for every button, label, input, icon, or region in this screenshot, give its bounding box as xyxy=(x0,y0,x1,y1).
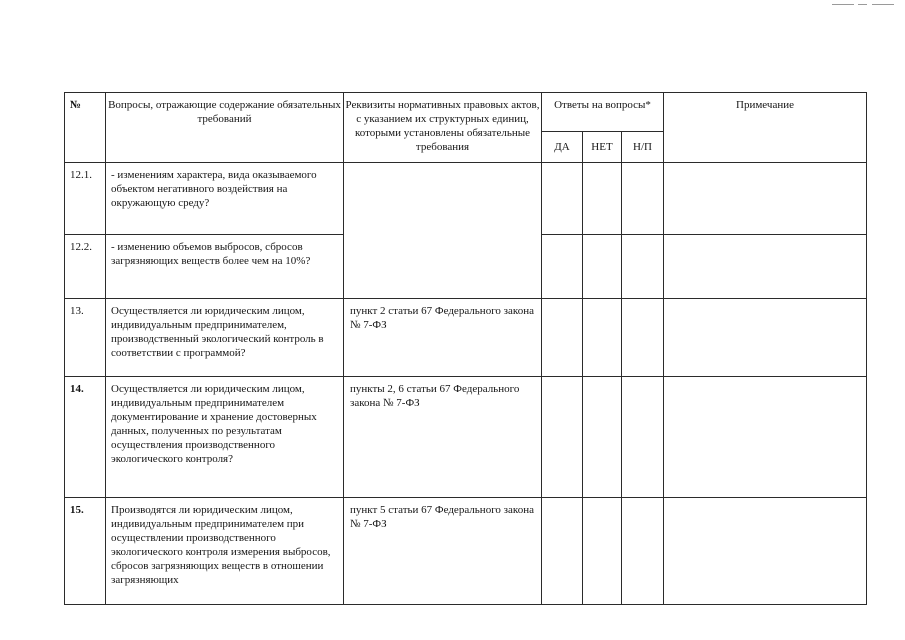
reference-text: пункт 2 статьи 67 Федерального закона № 7-ФЗ xyxy=(344,299,542,377)
number-cell xyxy=(65,163,106,299)
row-number: 14. xyxy=(65,377,106,498)
answer-yes-cell xyxy=(542,299,583,377)
header-number: № xyxy=(65,93,106,163)
answer-no-cell xyxy=(583,377,622,498)
answer-na-cell xyxy=(622,299,664,377)
answer-no-cell xyxy=(583,498,622,605)
reference-text: пункт 5 статьи 67 Федерального закона № 7-ФЗ xyxy=(344,498,542,605)
header-answer-na: Н/П xyxy=(622,132,664,163)
note-cell xyxy=(664,299,867,377)
header-requisites: Реквизиты нормативных правовых актов, с указанием их структурных единиц, которыми установлены обязательные требования xyxy=(344,93,542,163)
question-text: Производятся ли юридическим лицом, индивидуальным предпринимателем при осуществлении производственного экологического контроля измерения выбросов, сбросов загрязняющих веществ в отношении загрязняющих xyxy=(106,498,344,605)
answer-no-cell xyxy=(583,299,622,377)
header-answers: Ответы на вопросы* xyxy=(542,93,664,132)
question-text: - изменениям характера, вида оказываемого объектом негативного воздействия на окружающую среду? xyxy=(111,169,317,209)
row-number: 12.1. xyxy=(70,169,92,181)
reference-text: пункты 2, 6 статьи 67 Федерального закона № 7-ФЗ xyxy=(344,377,542,498)
question-text: Осуществляется ли юридическим лицом, индивидуальным предпринимателем документирование и хранение достоверных данных, полученных по результатам осуществления производственного экологического контроля? xyxy=(106,377,344,498)
row-number: 13. xyxy=(65,299,106,377)
header-answer-yes: ДА xyxy=(542,132,583,163)
answer-na-cell xyxy=(622,163,664,299)
note-cell xyxy=(664,163,867,299)
table-header-row xyxy=(65,93,867,132)
table-row xyxy=(65,163,867,299)
row-number: 12.2. xyxy=(70,241,92,253)
answer-yes-cell xyxy=(542,498,583,605)
answer-na-cell xyxy=(622,498,664,605)
header-answer-no: НЕТ xyxy=(583,132,622,163)
table-row xyxy=(65,498,867,605)
header-note: Примечание xyxy=(664,93,867,163)
table-row xyxy=(65,377,867,498)
corner-scan-mark xyxy=(872,4,894,5)
header-questions: Вопросы, отражающие содержание обязательных требований xyxy=(106,93,344,163)
question-text: Осуществляется ли юридическим лицом, индивидуальным предпринимателем, производственный экологический контроль в соответствии с программой? xyxy=(106,299,344,377)
question-text: - изменению объемов выбросов, сбросов загрязняющих веществ более чем на 10%? xyxy=(111,241,311,267)
answer-yes-cell xyxy=(542,377,583,498)
corner-scan-mark xyxy=(858,4,867,5)
note-cell xyxy=(664,377,867,498)
corner-scan-mark xyxy=(832,4,854,5)
answer-yes-cell xyxy=(542,163,583,299)
checklist-table xyxy=(64,92,867,605)
answer-no-cell xyxy=(583,163,622,299)
row-number: 15. xyxy=(65,498,106,605)
reference-cell xyxy=(344,163,542,299)
note-cell xyxy=(664,498,867,605)
question-cell xyxy=(106,163,344,299)
answer-na-cell xyxy=(622,377,664,498)
table-row xyxy=(65,299,867,377)
